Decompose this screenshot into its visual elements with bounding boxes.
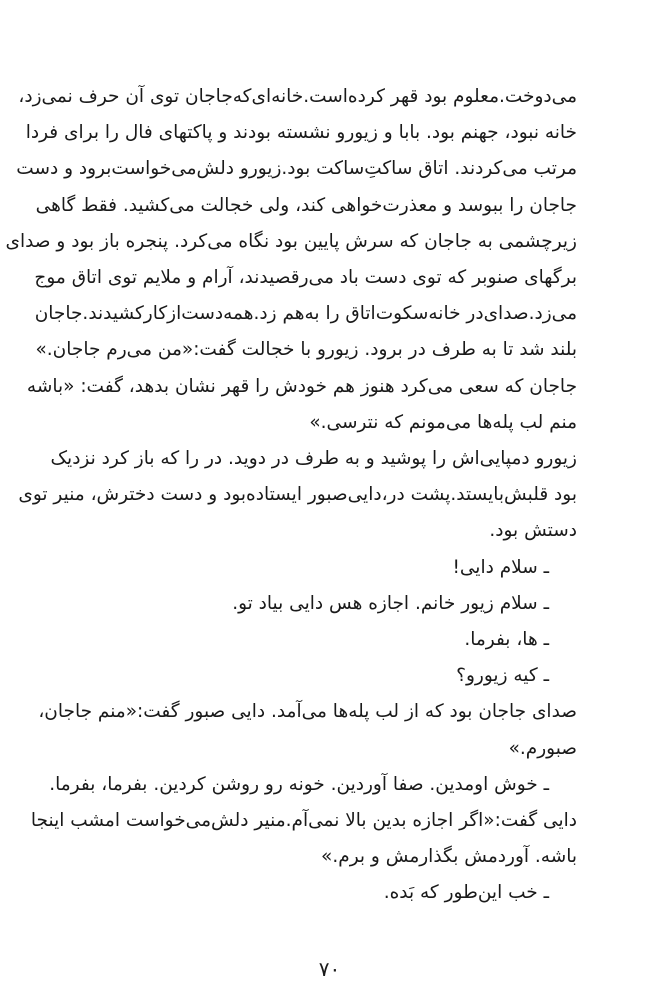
dialogue-line: ـ خب این‌طور که بَده.	[383, 882, 549, 904]
page-number: ۷۰	[318, 956, 341, 981]
text-line: صدای جاجان بود که از لب پله‌ها می‌آمد. دایی صبور گفت:«منم جاجان،	[38, 701, 577, 723]
text-line: خانه نبود، جهنم بود. بابا و زیورو نشسته بودند و پاکتهای فال را برای فردا	[25, 122, 577, 144]
text-line: مرتب می‌کردند. اتاق ساکتِ‌ساکت بود.زیورو دلش‌می‌خواست‌برود و دست	[16, 158, 577, 180]
dialogue-line: ـ سلام زیور خانم. اجازه هس دایی بیاد تو.	[232, 592, 549, 614]
dialogue-line: ـ خوش اومدین. صفا آوردین. خونه رو روشن کردین. بفرما، بفرما.	[49, 773, 549, 795]
text-line: جاجان که سعی می‌کرد هنوز هم خودش را قهر نشان بدهد، گفت: «باشه	[26, 375, 577, 397]
text-line: جاجان را ببوسد و معذرت‌خواهی کند، ولی خجالت می‌کشید. فقط گاهی	[35, 194, 577, 216]
text-line: می‌دوخت.معلوم بود قهر کرده‌است.خانه‌ای‌که‌جاجان توی آن حرف نمی‌زد،	[18, 86, 577, 107]
text-line: منم لب پله‌ها می‌مونم که نترسی.»	[309, 411, 577, 433]
text-line: صبورم.»	[508, 737, 577, 759]
text-line: می‌زد.صدای‌در خانه‌سکوت‌اتاق را به‌هم زد.همه‌دست‌ازکارکشیدند.جاجان	[34, 303, 577, 325]
text-line: زیورو دمپایی‌اش را پوشید و به طرف در دوید. در را که باز کرد نزدیک	[50, 448, 577, 469]
dialogue-line: ـ کیه زیورو؟	[456, 665, 549, 687]
dialogue-line: ـ ها، بفرما.	[464, 629, 549, 650]
text-line: دستش بود.	[489, 520, 577, 542]
dialogue-line: ـ سلام دایی!	[452, 556, 549, 578]
text-line: باشه. آوردمش بگذارمش و برم.»	[321, 846, 577, 868]
text-line: دایی گفت:«اگر اجازه بدین بالا نمی‌آم.منیر دلش‌می‌خواست امشب اینجا	[30, 810, 577, 831]
text-line: بلند شد تا به طرف در برود. زیورو با خجالت گفت:«من می‌رم جاجان.»	[35, 339, 577, 361]
text-line: زیرچشمی به جاجان که سرش پایین بود نگاه می‌کرد. پنجره باز بود و صدای	[5, 230, 577, 252]
text-line: برگهای صنوبر که توی دست باد می‌رقصیدند، آرام و ملایم توی اتاق موج	[34, 267, 577, 288]
text-line: بود قلبش‌بایستد.پشت در،دایی‌صبور ایستاده‌بود و دست دخترش، منیر توی	[18, 484, 577, 506]
